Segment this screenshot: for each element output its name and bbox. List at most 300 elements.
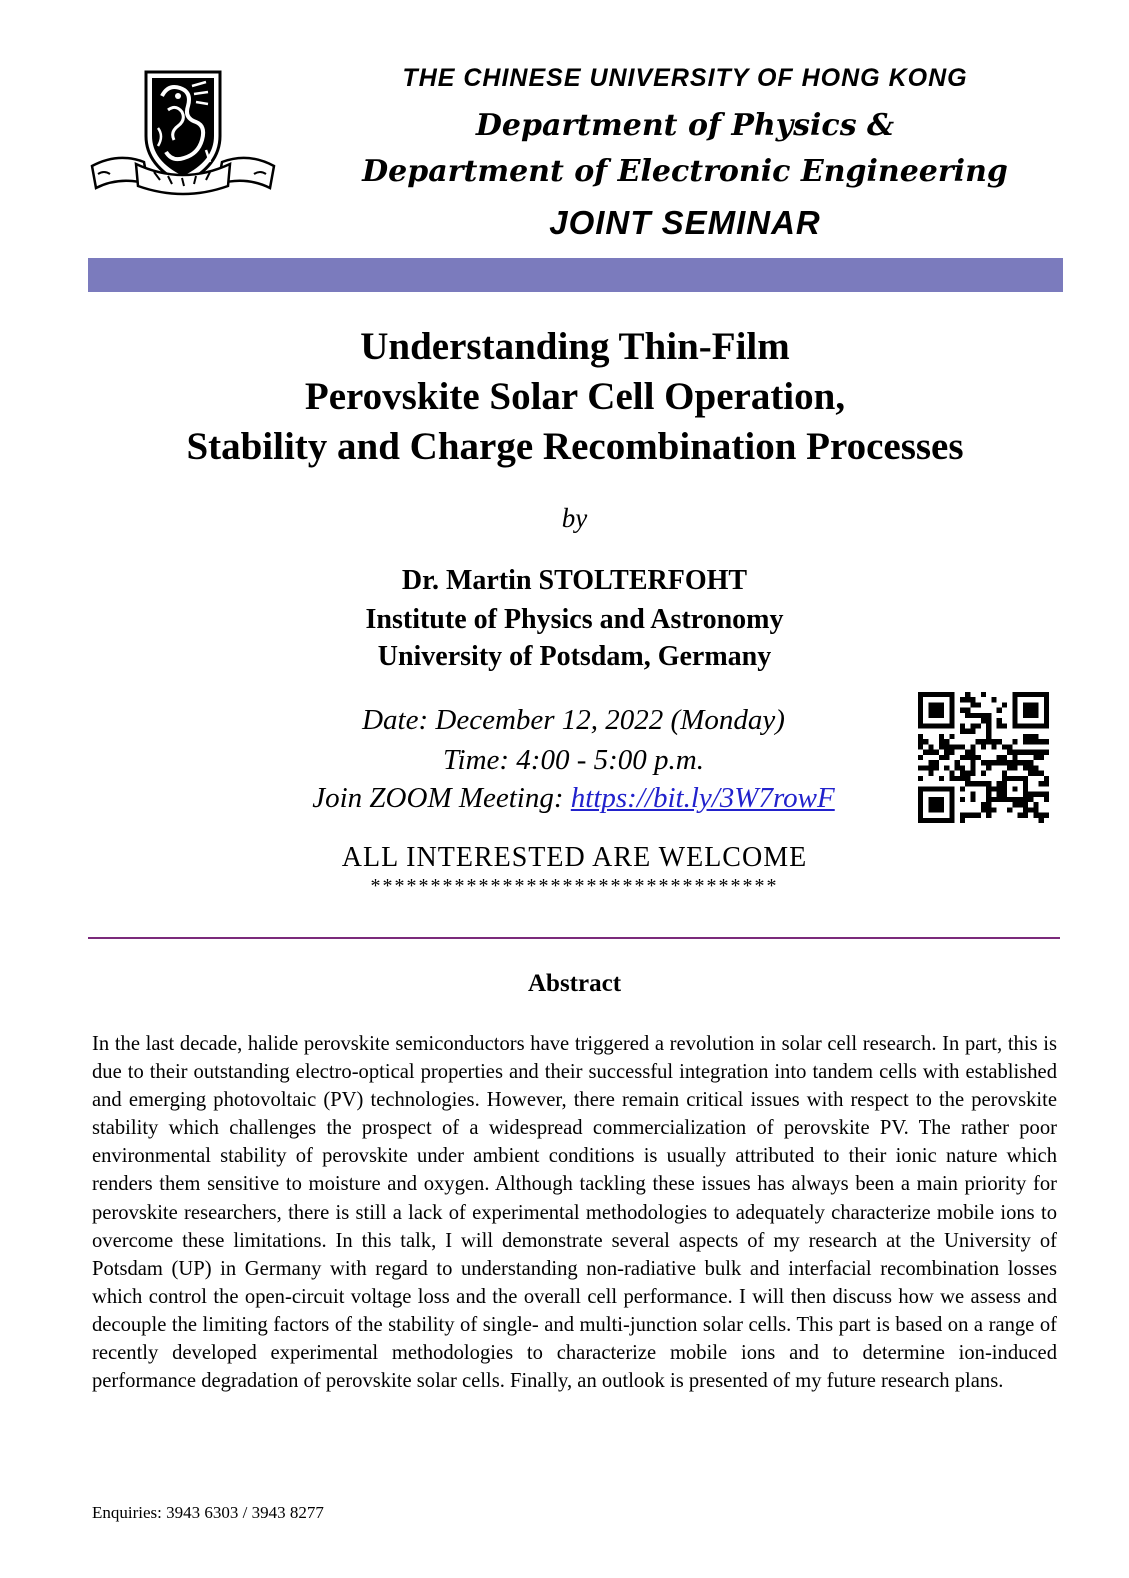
talk-title-line-1: Understanding Thin-Film xyxy=(360,325,790,368)
qr-module xyxy=(1044,718,1049,723)
qr-module xyxy=(918,818,923,823)
qr-module xyxy=(976,739,981,744)
qr-code-icon[interactable] xyxy=(918,692,1049,823)
qr-module xyxy=(939,702,944,707)
qr-module xyxy=(986,802,991,807)
qr-module xyxy=(923,750,928,755)
qr-module xyxy=(1023,792,1028,797)
qr-module xyxy=(1044,697,1049,702)
qr-module xyxy=(949,697,954,702)
qr-module xyxy=(986,729,991,734)
qr-module xyxy=(1039,813,1044,818)
qr-module xyxy=(960,797,965,802)
qr-module xyxy=(918,702,923,707)
qr-module xyxy=(965,708,970,713)
qr-module xyxy=(1028,807,1033,812)
qr-module xyxy=(970,729,975,734)
qr-module xyxy=(976,755,981,760)
qr-module xyxy=(928,771,933,776)
qr-module xyxy=(939,708,944,713)
qr-module xyxy=(939,755,944,760)
qr-module xyxy=(1033,702,1038,707)
qr-module xyxy=(960,755,965,760)
qr-module xyxy=(1033,792,1038,797)
qr-module xyxy=(949,792,954,797)
qr-module xyxy=(986,807,991,812)
qr-module xyxy=(991,797,996,802)
qr-module xyxy=(960,771,965,776)
qr-module xyxy=(923,818,928,823)
qr-module xyxy=(1018,760,1023,765)
qr-module xyxy=(965,771,970,776)
qr-module xyxy=(981,802,986,807)
qr-module xyxy=(1023,750,1028,755)
qr-module xyxy=(928,744,933,749)
qr-module xyxy=(928,760,933,765)
qr-module xyxy=(1028,734,1033,739)
qr-module xyxy=(1023,739,1028,744)
qr-module xyxy=(986,765,991,770)
qr-module xyxy=(928,797,933,802)
qr-module xyxy=(923,786,928,791)
speaker-institute: Institute of Physics and Astronomy xyxy=(365,604,784,635)
qr-module xyxy=(1002,755,1007,760)
department-line-1: Department of Physics & xyxy=(475,108,895,143)
qr-module xyxy=(1044,781,1049,786)
qr-module xyxy=(1023,734,1028,739)
qr-module xyxy=(1039,692,1044,697)
speaker-name: Dr. Martin STOLTERFOHT xyxy=(401,565,748,596)
qr-module xyxy=(981,807,986,812)
qr-module xyxy=(949,723,954,728)
qr-module xyxy=(986,713,991,718)
qr-module xyxy=(944,723,949,728)
qr-module xyxy=(918,692,923,697)
qr-module xyxy=(955,776,960,781)
qr-module xyxy=(949,818,954,823)
qr-module xyxy=(970,713,975,718)
qr-module xyxy=(1002,776,1007,781)
qr-module xyxy=(934,786,939,791)
qr-module xyxy=(918,697,923,702)
divider xyxy=(88,937,1060,939)
qr-module xyxy=(1028,723,1033,728)
event-time: Time: 4:00 - 5:00 p.m. xyxy=(443,744,704,776)
qr-module xyxy=(939,786,944,791)
qr-module xyxy=(949,797,954,802)
qr-module xyxy=(949,776,954,781)
qr-module xyxy=(1033,765,1038,770)
qr-module xyxy=(934,723,939,728)
qr-module xyxy=(1044,723,1049,728)
qr-module xyxy=(1007,750,1012,755)
qr-module xyxy=(934,760,939,765)
qr-module xyxy=(960,708,965,713)
speaker-university: University of Potsdam, Germany xyxy=(377,641,772,672)
qr-module xyxy=(939,802,944,807)
qr-module xyxy=(976,781,981,786)
abstract-heading: Abstract xyxy=(527,970,622,997)
qr-module xyxy=(1018,692,1023,697)
qr-module xyxy=(1028,760,1033,765)
qr-module xyxy=(1044,692,1049,697)
qr-module xyxy=(1028,765,1033,770)
zoom-label: Join ZOOM Meeting: xyxy=(312,782,571,814)
qr-module xyxy=(923,765,928,770)
qr-module xyxy=(970,702,975,707)
qr-module xyxy=(939,713,944,718)
qr-module xyxy=(1002,744,1007,749)
qr-module xyxy=(934,818,939,823)
qr-module xyxy=(1033,771,1038,776)
qr-module xyxy=(934,807,939,812)
qr-module xyxy=(1007,765,1012,770)
zoom-link[interactable]: https://bit.ly/3W7rowF xyxy=(570,782,835,814)
qr-module xyxy=(923,723,928,728)
qr-module xyxy=(934,765,939,770)
qr-module xyxy=(1039,781,1044,786)
qr-module xyxy=(1012,718,1017,723)
qr-module xyxy=(960,776,965,781)
qr-module xyxy=(1023,802,1028,807)
qr-module xyxy=(1002,786,1007,791)
qr-module xyxy=(1028,708,1033,713)
qr-module xyxy=(981,713,986,718)
qr-module xyxy=(949,807,954,812)
qr-module xyxy=(1007,807,1012,812)
qr-module xyxy=(960,744,965,749)
qr-module xyxy=(944,692,949,697)
qr-module xyxy=(1023,786,1028,791)
qr-module xyxy=(949,802,954,807)
qr-module xyxy=(981,718,986,723)
qr-module xyxy=(1012,776,1017,781)
qr-module xyxy=(986,786,991,791)
qr-module xyxy=(1023,708,1028,713)
qr-module xyxy=(986,781,991,786)
qr-module xyxy=(944,765,949,770)
qr-module xyxy=(1033,802,1038,807)
qr-module xyxy=(1012,723,1017,728)
qr-module xyxy=(944,755,949,760)
qr-module xyxy=(928,818,933,823)
qr-module xyxy=(1012,802,1017,807)
qr-module xyxy=(986,760,991,765)
qr-module xyxy=(934,750,939,755)
qr-module xyxy=(918,744,923,749)
qr-module xyxy=(1033,723,1038,728)
qr-module xyxy=(928,807,933,812)
qr-module xyxy=(997,786,1002,791)
qr-module xyxy=(1039,750,1044,755)
qr-module xyxy=(1002,771,1007,776)
qr-module xyxy=(1018,750,1023,755)
zoom-meeting xyxy=(200,782,947,815)
qr-module xyxy=(1012,760,1017,765)
qr-module xyxy=(970,797,975,802)
qr-module xyxy=(1007,797,1012,802)
qr-module xyxy=(991,807,996,812)
qr-module xyxy=(970,813,975,818)
qr-module xyxy=(970,781,975,786)
qr-module xyxy=(918,807,923,812)
qr-module xyxy=(1044,708,1049,713)
enquiries: Enquiries: 3943 6303 / 3943 8277 xyxy=(92,1503,324,1522)
qr-module xyxy=(991,697,996,702)
qr-module xyxy=(981,760,986,765)
qr-module xyxy=(1033,713,1038,718)
cuhk-crest-icon xyxy=(88,66,278,198)
qr-module xyxy=(918,797,923,802)
qr-module xyxy=(986,723,991,728)
qr-module xyxy=(1023,813,1028,818)
qr-module xyxy=(970,771,975,776)
welcome-text: ALL INTERESTED ARE WELCOME xyxy=(341,842,808,873)
qr-module xyxy=(944,744,949,749)
qr-module xyxy=(1023,776,1028,781)
qr-module xyxy=(960,786,965,791)
header-bar xyxy=(88,258,1063,292)
qr-module xyxy=(1039,739,1044,744)
qr-module xyxy=(934,702,939,707)
qr-module xyxy=(981,739,986,744)
qr-module xyxy=(1028,702,1033,707)
qr-module xyxy=(965,713,970,718)
qr-module xyxy=(970,792,975,797)
qr-module xyxy=(1023,807,1028,812)
qr-module xyxy=(928,702,933,707)
qr-module xyxy=(939,723,944,728)
qr-module xyxy=(1033,750,1038,755)
qr-module xyxy=(949,813,954,818)
qr-module xyxy=(918,792,923,797)
qr-module xyxy=(918,776,923,781)
qr-module xyxy=(976,702,981,707)
qr-module xyxy=(960,765,965,770)
qr-module xyxy=(970,760,975,765)
qr-module xyxy=(944,786,949,791)
qr-module xyxy=(1007,744,1012,749)
qr-module xyxy=(1007,776,1012,781)
qr-module xyxy=(918,713,923,718)
qr-module xyxy=(1033,734,1038,739)
qr-module xyxy=(1033,692,1038,697)
abstract-body: In the last decade, halide perovskite semiconductors have triggered a revolution in solar cell research. In part, this is due to their outstanding electro-optical properties and their successful integration into tandem cells with established and emerging photovoltaic (PV) technologies. However, there remain critical issues with respect to the perovskite stability which challenges the prospect of a widespread commercialization of perovskite PV. The rather poor environmental stability of perovskite under ambient conditions is usually attributed to their ionic nature which renders them sensitive to moisture and oxygen. Although tackling these issues has always been a main priority for perovskite researchers, there is still a lack of experimental methodologies to adequately characterize mobile ions to overcome these limitations. In this talk, I will demonstrate several aspects of my research at the University of Potsdam (UP) in Germany with regard to understanding non-radiative bulk and interfacial recombination losses which control the open-circuit voltage loss and the overall cell performance. I will then discuss how we assess and decouple the limiting factors of the stability of single- and multi-junction solar cells. This part is based on a range of recently developed experimental methodologies to characterize mobile ions and to determine ion-induced performance degradation of perovskite solar cells. Finally, an outlook is presented of my future research plans. xyxy=(92,1033,1057,1393)
qr-module xyxy=(949,702,954,707)
qr-module xyxy=(949,744,954,749)
qr-module xyxy=(934,797,939,802)
qr-module xyxy=(955,744,960,749)
qr-module xyxy=(997,792,1002,797)
qr-module xyxy=(1012,708,1017,713)
qr-module xyxy=(939,818,944,823)
qr-module xyxy=(923,692,928,697)
qr-module xyxy=(997,718,1002,723)
qr-module xyxy=(1044,739,1049,744)
qr-module xyxy=(997,723,1002,728)
qr-module xyxy=(1028,713,1033,718)
qr-module xyxy=(918,786,923,791)
qr-module xyxy=(1002,760,1007,765)
qr-module xyxy=(1012,765,1017,770)
qr-module xyxy=(1012,750,1017,755)
qr-module xyxy=(960,729,965,734)
qr-module xyxy=(1028,797,1033,802)
qr-module xyxy=(928,802,933,807)
qr-module xyxy=(981,744,986,749)
qr-module xyxy=(918,755,923,760)
qr-module xyxy=(1033,708,1038,713)
qr-module xyxy=(949,771,954,776)
qr-module xyxy=(1044,702,1049,707)
qr-module xyxy=(970,744,975,749)
qr-module xyxy=(1002,797,1007,802)
qr-module xyxy=(965,692,970,697)
qr-module xyxy=(1044,797,1049,802)
qr-module xyxy=(939,734,944,739)
welcome-stars: ********************************** xyxy=(370,875,779,897)
qr-module xyxy=(934,708,939,713)
qr-module xyxy=(1012,702,1017,707)
qr-module xyxy=(1018,802,1023,807)
qr-module xyxy=(976,713,981,718)
qr-module xyxy=(939,744,944,749)
department-line-2: Department of Electronic Engineering xyxy=(362,154,1008,189)
qr-module xyxy=(928,765,933,770)
qr-module xyxy=(1028,792,1033,797)
qr-module xyxy=(1018,776,1023,781)
qr-module xyxy=(970,765,975,770)
talk-title-line-3: Stability and Charge Recombination Processes xyxy=(186,425,964,468)
qr-module xyxy=(960,723,965,728)
qr-module xyxy=(918,718,923,723)
qr-module xyxy=(970,697,975,702)
qr-module xyxy=(949,713,954,718)
qr-module xyxy=(918,734,923,739)
qr-module xyxy=(986,797,991,802)
qr-module xyxy=(1033,739,1038,744)
qr-module xyxy=(1023,723,1028,728)
qr-module xyxy=(997,739,1002,744)
qr-module xyxy=(991,760,996,765)
qr-module xyxy=(918,765,923,770)
qr-module xyxy=(949,786,954,791)
qr-module xyxy=(960,697,965,702)
qr-module xyxy=(949,750,954,755)
qr-module xyxy=(1023,760,1028,765)
qr-module xyxy=(1002,702,1007,707)
qr-module xyxy=(965,750,970,755)
qr-module xyxy=(1028,771,1033,776)
qr-module xyxy=(986,739,991,744)
qr-module xyxy=(986,792,991,797)
qr-module xyxy=(955,760,960,765)
qr-module xyxy=(976,813,981,818)
qr-module xyxy=(1044,792,1049,797)
qr-module xyxy=(1012,786,1017,791)
qr-module xyxy=(1012,697,1017,702)
qr-module xyxy=(939,797,944,802)
qr-module xyxy=(923,739,928,744)
qr-module xyxy=(1012,692,1017,697)
talk-title-line-2: Perovskite Solar Cell Operation, xyxy=(304,375,846,418)
qr-module xyxy=(981,692,986,697)
qr-module xyxy=(918,723,923,728)
qr-module xyxy=(934,692,939,697)
qr-module xyxy=(1044,813,1049,818)
qr-module xyxy=(928,786,933,791)
qr-module xyxy=(1023,797,1028,802)
qr-module xyxy=(1007,760,1012,765)
qr-module xyxy=(1012,755,1017,760)
event-type: JOINT SEMINAR xyxy=(549,204,821,241)
qr-module xyxy=(1023,692,1028,697)
qr-module xyxy=(928,713,933,718)
qr-module xyxy=(1028,750,1033,755)
event-date: Date: December 12, 2022 (Monday) xyxy=(362,704,785,736)
qr-module xyxy=(955,765,960,770)
qr-module xyxy=(928,750,933,755)
qr-module xyxy=(1039,723,1044,728)
qr-module xyxy=(1002,723,1007,728)
qr-module xyxy=(1033,755,1038,760)
by-label: by xyxy=(561,503,588,533)
qr-module xyxy=(939,692,944,697)
qr-module xyxy=(1044,750,1049,755)
qr-module xyxy=(944,818,949,823)
qr-module xyxy=(997,781,1002,786)
qr-module xyxy=(1028,739,1033,744)
qr-module xyxy=(939,807,944,812)
qr-module xyxy=(949,692,954,697)
qr-module xyxy=(918,802,923,807)
qr-module xyxy=(1039,755,1044,760)
qr-module xyxy=(976,723,981,728)
qr-module xyxy=(965,776,970,781)
qr-module xyxy=(1039,771,1044,776)
qr-module xyxy=(934,802,939,807)
qr-module xyxy=(981,781,986,786)
qr-module xyxy=(944,750,949,755)
qr-module xyxy=(1023,765,1028,770)
qr-module xyxy=(991,739,996,744)
qr-module xyxy=(949,708,954,713)
qr-module xyxy=(970,755,975,760)
qr-module xyxy=(986,718,991,723)
university-name: THE CHINESE UNIVERSITY OF HONG KONG xyxy=(402,64,968,92)
qr-module xyxy=(1018,723,1023,728)
qr-module xyxy=(981,771,986,776)
qr-module xyxy=(960,818,965,823)
qr-module xyxy=(965,729,970,734)
qr-module xyxy=(1028,692,1033,697)
qr-module xyxy=(928,723,933,728)
qr-module xyxy=(1033,813,1038,818)
qr-module xyxy=(949,718,954,723)
qr-module xyxy=(986,734,991,739)
qr-module xyxy=(965,813,970,818)
qr-module xyxy=(997,760,1002,765)
qr-module xyxy=(918,813,923,818)
qr-module xyxy=(1012,797,1017,802)
qr-module xyxy=(997,755,1002,760)
qr-module xyxy=(1044,713,1049,718)
qr-module xyxy=(991,786,996,791)
qr-module xyxy=(1044,776,1049,781)
qr-module xyxy=(1012,739,1017,744)
qr-module xyxy=(1018,797,1023,802)
qr-module xyxy=(918,739,923,744)
